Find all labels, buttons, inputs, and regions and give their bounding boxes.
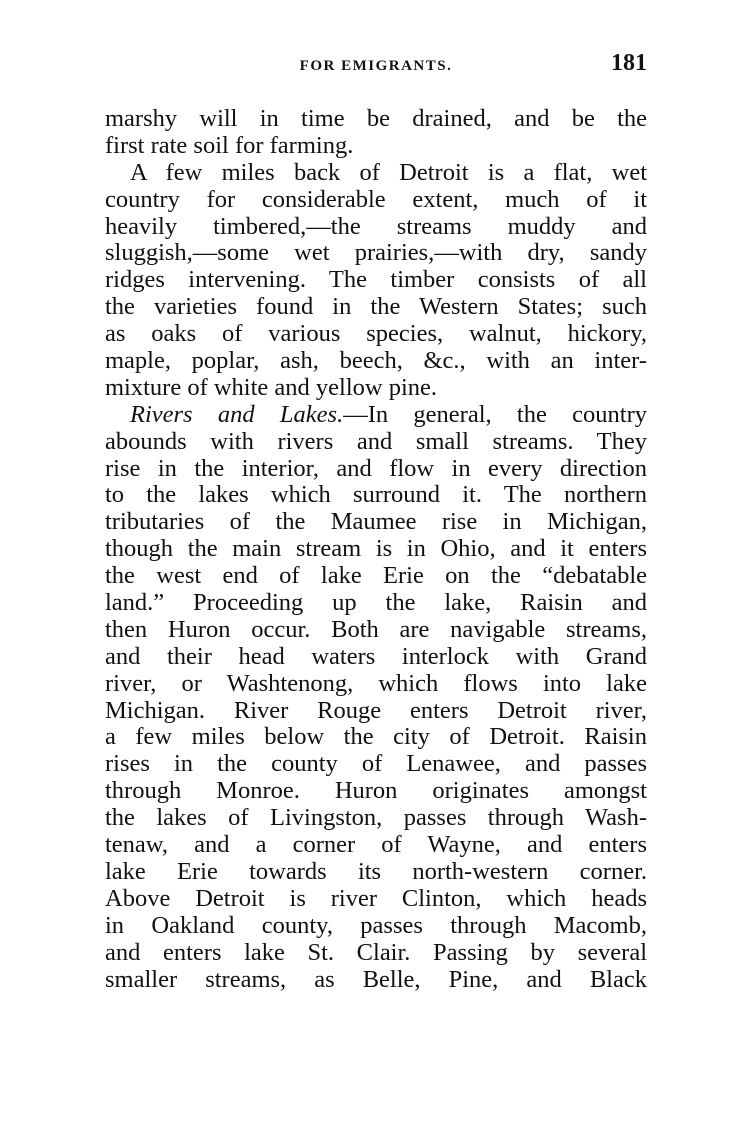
text-line: and their head waters interlock with Grand <box>105 642 647 670</box>
text-line: tenaw, and a corner of Wayne, and enters <box>105 831 647 859</box>
text-line: rises in the county of Lenawee, and passes <box>105 750 647 778</box>
text-line: though the main stream is in Ohio, and it enters <box>105 535 647 563</box>
text-line: through Monroe. Huron originates amongst <box>105 777 647 805</box>
text-line: then Huron occur. Both are navigable streams, <box>105 615 647 643</box>
text-line: maple, poplar, ash, beech, &c., with an inter- <box>105 347 647 375</box>
text-line: as oaks of various species, walnut, hickory, <box>105 320 647 348</box>
text-line: river, or Washtenong, which flows into lake <box>105 669 647 697</box>
text-line: A few miles back of Detroit is a flat, wet <box>130 158 647 186</box>
text-line: abounds with rivers and small streams. They <box>105 427 647 455</box>
body-text <box>105 106 647 993</box>
text-line: lake Erie towards its north-western corner. <box>105 857 647 885</box>
text-line: land.” Proceeding up the lake, Raisin and <box>105 589 647 617</box>
text-line: marshy will in time be drained, and be the <box>105 105 647 132</box>
text-line: to the lakes which surround it. The northern <box>105 481 647 509</box>
text-line: ridges intervening. The timber consists of all <box>105 266 647 294</box>
text-line: country for considerable extent, much of it <box>105 185 647 213</box>
text-line: the lakes of Livingston, passes through Wash- <box>105 804 647 832</box>
text-line: smaller streams, as Belle, Pine, and Black <box>105 965 647 993</box>
text-line: in Oakland county, passes through Macomb, <box>105 911 647 939</box>
section-heading: Rivers and Lakes. <box>130 400 344 428</box>
text-line <box>105 402 647 429</box>
page-number: 181 <box>611 50 647 76</box>
page-header <box>105 50 647 84</box>
text-line: sluggish,—some wet prairies,—with dry, sandy <box>105 239 647 267</box>
text-line: the west end of lake Erie on the “debatable <box>105 562 647 590</box>
text-line: first rate soil for farming. <box>105 131 354 159</box>
text-line: Michigan. River Rouge enters Detroit river, <box>105 696 647 724</box>
text-line: and enters lake St. Clair. Passing by several <box>105 938 647 966</box>
text-line: heavily timbered,—the streams muddy and <box>105 212 647 240</box>
text-line-rest: —In general, the country <box>343 400 647 428</box>
running-title: FOR EMIGRANTS. <box>299 58 453 74</box>
text-line: mixture of white and yellow pine. <box>105 373 438 401</box>
text-line: rise in the interior, and flow in every direction <box>105 454 647 482</box>
text-line: the varieties found in the Western States; such <box>105 293 647 321</box>
text-line: a few miles below the city of Detroit. Raisin <box>105 723 647 751</box>
text-line: Above Detroit is river Clinton, which heads <box>105 884 647 912</box>
text-line: tributaries of the Maumee rise in Michigan, <box>105 508 647 536</box>
